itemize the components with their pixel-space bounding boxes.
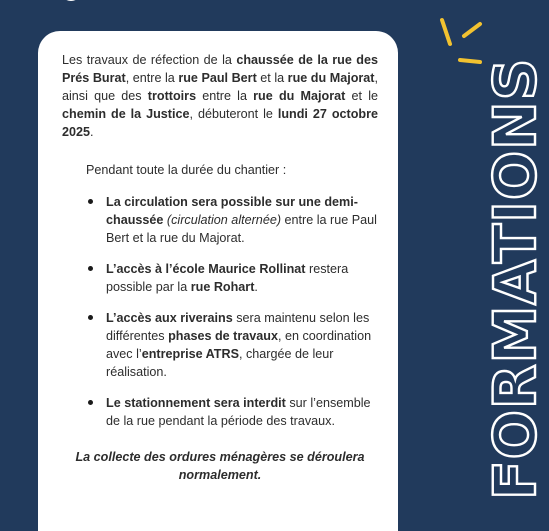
street-name: rue du Majorat (287, 71, 375, 85)
start-date: lundi 27 octobre 2025 (62, 107, 378, 139)
lead-text: Pendant toute la durée du chantier : (86, 163, 287, 177)
closing-note: La collecte des ordures ménagères se déroulera normalement. (75, 450, 365, 482)
sparkle-lines-icon (416, 16, 490, 70)
list-item: L’accès à l’école Maurice Rollinat restera possible par la rue Rohart. (88, 260, 378, 296)
street-name: rue Paul Bert (178, 71, 257, 85)
street-name: chemin de la Justice (62, 107, 190, 121)
info-card (38, 31, 398, 531)
measures-list (88, 193, 378, 430)
side-title: FORMATIONS (481, 57, 549, 500)
intro-paragraph: Les travaux de réfection de la chaussée de la rue des Prés Burat, entre la rue Paul Bert et la rue du Majorat, ainsi que des trottoirs entre la rue du Majorat et le chemin de la Justice, débuteront le lundi 27 octobre 2025. (62, 53, 378, 139)
street-name: rue du Majorat (253, 89, 346, 103)
list-item: L’accès aux riverains sera maintenu selon les différentes phases de travaux, en coordination avec l’entreprise ATRS, chargée de leur réalisation. (88, 309, 378, 381)
list-item: Le stationnement sera interdit sur l’ensemble de la rue pendant la période des travaux. (88, 394, 378, 430)
sidewalks-label: trottoirs (147, 89, 197, 103)
street-name: chaussée de la rue des Prés Burat (62, 53, 378, 85)
logo-icon (58, 0, 84, 8)
list-item: La circulation sera possible sur une demi-chaussée (circulation alternée) entre la rue Paul Bert et la rue du Majorat. (88, 193, 378, 247)
